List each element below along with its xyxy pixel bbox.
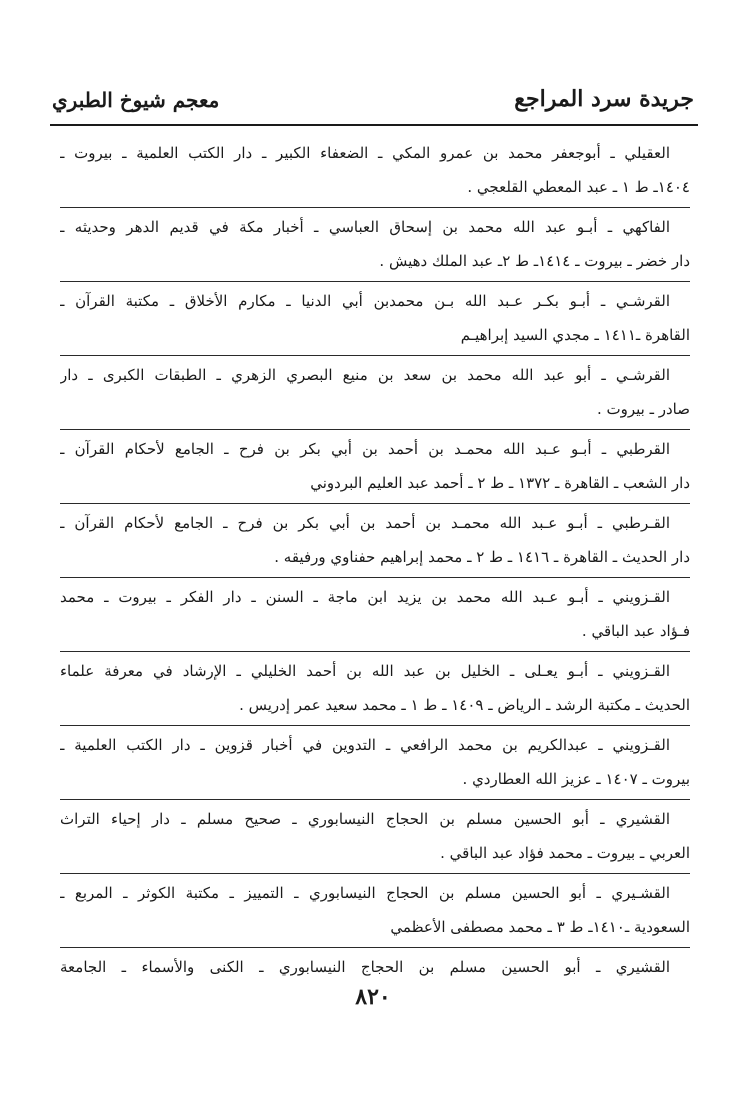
reference-entry — [60, 654, 690, 722]
reference-entry — [60, 950, 690, 984]
entry-line: القشيري ـ أبو الحسين مسلم بن الحجاج النيسابوري ـ الكنى والأسماء ـ الجامعة — [60, 958, 670, 976]
entry-divider — [60, 355, 690, 356]
entry-line: السعودية ـ١٤١٠ـ ط ٣ ـ محمد مصطفى الأعظمي — [390, 918, 690, 936]
entry-line: القشيري ـ أبو الحسين مسلم بن الحجاج النيسابوري ـ صحيح مسلم ـ دار إحياء التراث — [60, 810, 670, 828]
entry-line: دار خضر ـ بيروت ـ ١٤١٤ـ ط ٢ـ عبد الملك دهيش . — [379, 252, 690, 270]
entry-divider — [60, 947, 690, 948]
entry-line: القرطبي ـ أبـو عـبد الله محمـد بن أحمد بن أبي بكر بن فرح ـ الجامع لأحكام القرآن ـ — [60, 440, 670, 458]
entry-divider — [60, 651, 690, 652]
reference-entry — [60, 506, 690, 574]
entry-divider — [60, 281, 690, 282]
entry-line: القاهرة ـ١٤١١ ـ مجدي السيد إبراهيـم — [460, 326, 690, 344]
reference-entry — [60, 876, 690, 944]
entry-line: القرشـي ـ أبو عبد الله محمد بن سعد بن منيع البصري الزهري ـ الطبقات الكبرى ـ دار — [60, 366, 670, 384]
entry-line: دار الشعب ـ القاهرة ـ ١٣٧٢ ـ ط ٢ ـ أحمد عبد العليم البردوني — [310, 474, 690, 492]
reference-entry — [60, 432, 690, 500]
reference-entry — [60, 802, 690, 870]
entry-line: الفاكهي ـ أبـو عبد الله محمد بن إسحاق العباسي ـ أخبار مكة في قديم الدهر وحديثه ـ — [60, 218, 670, 236]
entry-divider — [60, 207, 690, 208]
reference-entry — [60, 728, 690, 796]
page-header — [52, 86, 694, 124]
reference-entry — [60, 358, 690, 426]
entry-line: القشـيري ـ أبو الحسين مسلم بن الحجاج النيسابوري ـ التمييز ـ مكتبة الكوثر ـ المربع ـ — [60, 884, 670, 902]
reference-entry — [60, 580, 690, 648]
entry-line: صادر ـ بيروت . — [596, 400, 690, 418]
book-section-title: جريدة سرد المراجع — [514, 86, 694, 112]
reference-entry — [60, 284, 690, 352]
entry-divider — [60, 725, 690, 726]
entry-line: دار الحديث ـ القاهرة ـ ١٤١٦ ـ ط ٢ ـ محمد إبراهيم حفناوي ورفيقه . — [274, 548, 690, 566]
entry-line: القـزويني ـ أبـو يعـلى ـ الخليل بن عبد الله بن أحمد الخليلي ـ الإرشاد في معرفة علماء — [60, 662, 670, 680]
entry-divider — [60, 577, 690, 578]
entry-line: القـزويني ـ عبدالكريم بن محمد الرافعي ـ التدوين في أخبار قزوين ـ دار الكتب العلمية ـ — [60, 736, 670, 754]
reference-entry — [60, 210, 690, 278]
entry-line: القـزويني ـ أبـو عـبد الله محمد بن يزيد ابن ماجة ـ السنن ـ دار الفكر ـ بيروت ـ محمد — [60, 588, 670, 606]
entry-line: القرشـي ـ أبـو بكـر عـبد الله بـن محمدبن أبي الدنيا ـ مكارم الأخلاق ـ مكتبة القرآن ـ — [60, 292, 670, 310]
entry-line: العقيلي ـ أبوجعفر محمد بن عمرو المكي ـ الضعفاء الكبير ـ دار الكتب العلمية ـ بيروت ـ — [60, 144, 670, 162]
entry-divider — [60, 503, 690, 504]
entry-line: فـؤاد عبد الباقي . — [581, 622, 690, 640]
entry-divider — [60, 429, 690, 430]
page-number: ٨٢٠ — [355, 984, 391, 1010]
entry-line: بيروت ـ ١٤٠٧ ـ عزيز الله العطاردي . — [462, 770, 690, 788]
entry-line: ١٤٠٤ـ ط ١ ـ عبد المعطي القلعجي . — [467, 178, 690, 196]
entry-line: القـرطبي ـ أبـو عـبد الله محمـد بن أحمد بن أبي بكر بن فرح ـ الجامع لأحكام القرآن ـ — [60, 514, 670, 532]
entry-line: الحديث ـ مكتبة الرشد ـ الرياض ـ ١٤٠٩ ـ ط ١ ـ محمد سعيد عمر إدريس . — [239, 696, 690, 714]
header-divider — [50, 124, 698, 126]
book-title: معجم شيوخ الطبري — [52, 88, 220, 112]
entry-divider — [60, 873, 690, 874]
entry-divider — [60, 799, 690, 800]
reference-entry — [60, 136, 690, 204]
reference-list — [60, 136, 690, 990]
entry-line: العربي ـ بيروت ـ محمد فؤاد عبد الباقي . — [440, 844, 690, 862]
